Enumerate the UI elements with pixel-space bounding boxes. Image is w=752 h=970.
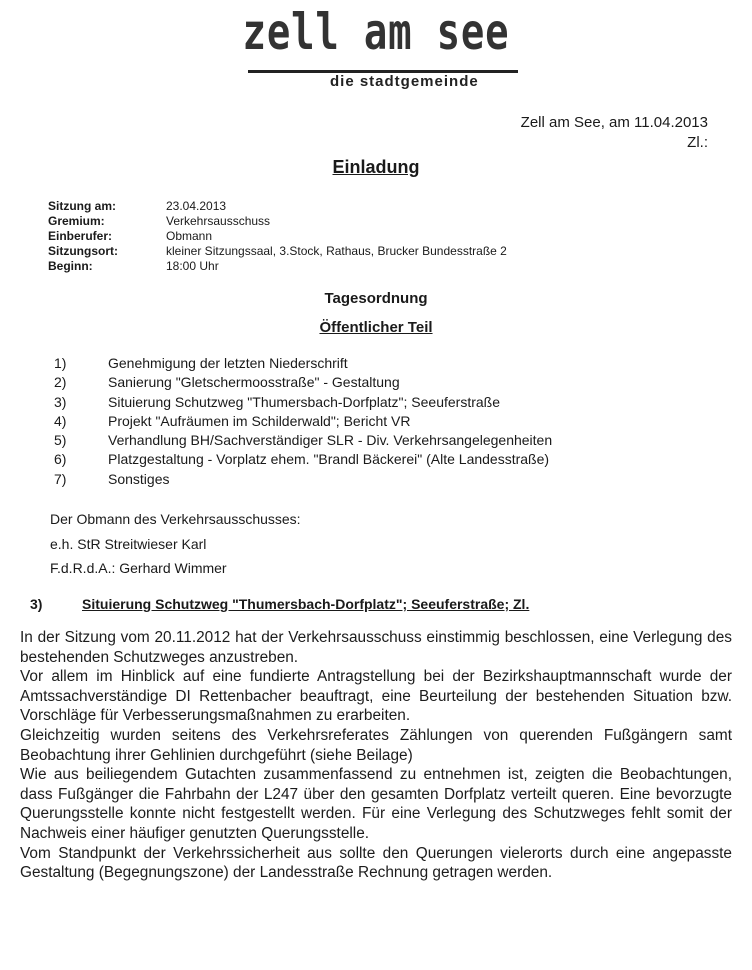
logo-wordmark: zell am see (242, 3, 510, 61)
agenda-item-text: Projekt "Aufräumen im Schilderwald"; Bericht VR (108, 412, 411, 429)
meta-value: kleiner Sitzungssaal, 3.Stock, Rathaus, Brucker Bundesstraße 2 (166, 244, 507, 258)
meta-label: Sitzungsort: (48, 244, 118, 258)
section-body (20, 628, 732, 883)
agenda-item (54, 354, 552, 373)
agenda-list (54, 354, 552, 489)
meta-label: Sitzung am: (48, 199, 116, 213)
body-paragraph: In der Sitzung vom 20.11.2012 hat der Verkehrsausschuss einstimmig beschlossen, eine Verlegung des bestehenden Schutzweges anzustreben. (20, 629, 732, 666)
meta-row (48, 199, 507, 214)
meta-label: Einberufer: (48, 229, 113, 243)
agenda-item-text: Platzgestaltung - Vorplatz ehem. "Brandl Bäckerei" (Alte Landesstraße) (108, 451, 550, 468)
meta-label: Beginn: (48, 259, 93, 273)
agenda-item (54, 431, 552, 450)
agenda-item-text: Sonstiges (108, 470, 170, 487)
reference-number: Zl.: (687, 134, 708, 151)
meta-value: 18:00 Uhr (166, 259, 219, 273)
body-paragraph: Gleichzeitig wurden seitens des Verkehrsreferates Zählungen von querenden Fußgängern samt Beobachtung ihrer Gehlinien durchgeführt (siehe Beilage) (20, 726, 732, 764)
agenda-item-number: 2) (54, 374, 67, 391)
agenda-heading: Tagesordnung (324, 290, 428, 307)
signature-role: Der Obmann des Verkehrsausschusses: (50, 511, 301, 527)
section-number: 3) (30, 596, 43, 612)
meta-row (48, 214, 507, 229)
meeting-details (48, 199, 507, 274)
signature-name: e.h. StR Streitwieser Karl (50, 536, 207, 552)
agenda-item (54, 412, 552, 431)
section-heading (30, 596, 529, 612)
agenda-item-text: Genehmigung der letzten Niederschrift (108, 355, 348, 371)
body-paragraph: Wie aus beiliegendem Gutachten zusammenfassend zu entnehmen ist, zeigten die Beobachtungen, dass Fußgänger die Fahrbahn der L247 über den gesamten Dorfplatz verteilt queren. Eine bevorzugte Querungsstelle konnte nicht festgestellt werden. Für eine Verlegung des Schutzweges fehlt somit der Nachweis einer häufiger genutzten Querungsstelle. (20, 766, 732, 842)
logo-subtitle: die stadtgemeinde (330, 73, 479, 90)
agenda-item-number: 1) (54, 355, 67, 371)
agenda-item-number: 6) (54, 451, 67, 468)
agenda-item-number: 3) (54, 393, 67, 410)
section-title: Situierung Schutzweg "Thumersbach-Dorfplatz"; Seeuferstraße; Zl. (82, 596, 530, 612)
agenda-item-number: 5) (54, 432, 67, 449)
agenda-subheading: Öffentlicher Teil (319, 319, 433, 336)
dateline: Zell am See, am 11.04.2013 (520, 114, 708, 131)
agenda-item (54, 393, 552, 412)
meta-value: Verkehrsausschuss (166, 214, 271, 228)
signature-certification: F.d.R.d.A.: Gerhard Wimmer (50, 560, 227, 576)
agenda-item (54, 470, 552, 489)
body-paragraph: Vor allem im Hinblick auf eine fundierte Antragstellung bei der Bezirkshauptmannschaft wurde der Amtssachverständige DI Rettenbacher beauftragt, eine Beurteilung der bestehenden Situation bzw. Vorschläge für Verbesserungsmaßnahmen zu erarbeiten. (20, 668, 732, 725)
agenda-item-number: 4) (54, 412, 67, 429)
document-title: Einladung (332, 157, 420, 177)
meta-label: Gremium: (48, 214, 105, 228)
meta-row (48, 259, 507, 274)
agenda-item (54, 373, 552, 392)
meta-row (48, 229, 507, 244)
agenda-item-text: Sanierung "Gletschermoosstraße" - Gestaltung (108, 374, 400, 391)
meta-value: Obmann (166, 229, 213, 243)
agenda-item-number: 7) (54, 470, 67, 487)
agenda-item (54, 450, 552, 469)
agenda-item-text: Verhandlung BH/Sachverständiger SLR - Div. Verkehrsangelegenheiten (108, 432, 553, 449)
meta-row (48, 244, 507, 259)
body-paragraph: Vom Standpunkt der Verkehrssicherheit aus sollte den Querungen vielerorts durch eine angepasste Gestaltung (Begegnungszone) der Landesstraße Rechnung getragen werden. (20, 844, 732, 882)
meta-value: 23.04.2013 (166, 199, 227, 213)
agenda-item-text: Situierung Schutzweg "Thumersbach-Dorfplatz"; Seeuferstraße (108, 393, 501, 410)
